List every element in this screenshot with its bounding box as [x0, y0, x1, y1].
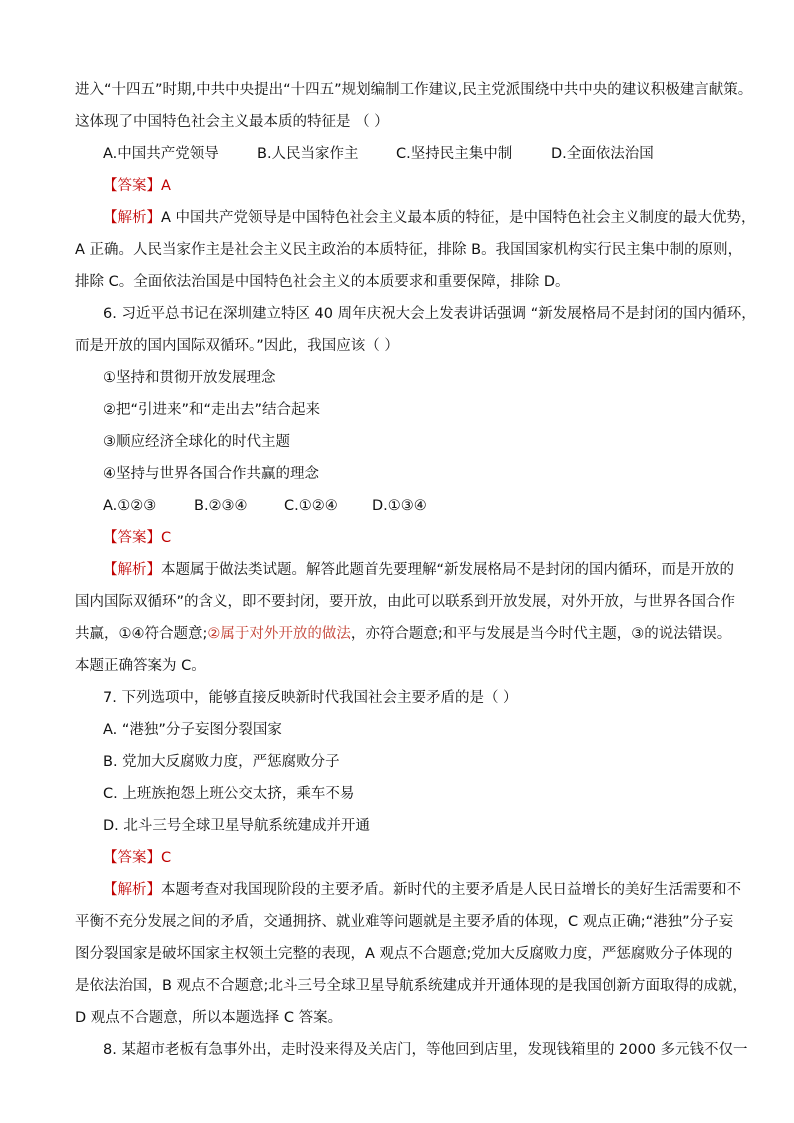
q5-option-b: B.人民当家作主 [257, 146, 359, 162]
analysis-tag: 【解析】 [103, 210, 161, 226]
analysis-text: ，亦符合题意;和平与发展是当今时代主题，③的说法错误。 [350, 626, 732, 642]
q6-option-b: B.②③④ [194, 498, 248, 514]
analysis-text: 共赢，①④符合题意; [75, 626, 208, 642]
q7-option-d: D. 北斗三号全球卫星导航系统建成并开通 [103, 818, 370, 834]
q6-option-a: A.①②③ [103, 498, 157, 514]
q7-analysis-line1 [103, 880, 741, 900]
q7-option-b: B. 党加大反腐败力度，严惩腐败分子 [103, 754, 340, 770]
q5-option-a: A.中国共产党领导 [103, 146, 219, 162]
answer-tag: 【答案】 [103, 530, 161, 546]
q7-answer [103, 848, 171, 868]
q5-option-c: C.坚持民主集中制 [396, 146, 513, 162]
q6-option-c: C.①②④ [284, 498, 338, 514]
q5-answer [103, 176, 171, 196]
q6-analysis-line2: 国内国际双循环”的含义，即不要封闭，要开放，由此可以联系到开放发展，对外开放，与世界各国合作 [75, 594, 736, 610]
q6-item-1: ①坚持和贯彻开放发展理念 [103, 370, 276, 386]
q6-option-d: D.①③④ [372, 498, 427, 514]
q7-option-c: C. 上班族抱怨上班公交太挤，乘车不易 [103, 786, 355, 802]
q5-option-d: D.全面依法治国 [551, 146, 654, 162]
answer-value: C [161, 530, 172, 546]
q6-analysis-line3 [75, 624, 731, 644]
q6-answer [103, 528, 171, 548]
analysis-text: 本题属于做法类试题。解答此题首先要理解“新发展格局不是封闭的国内循环，而是开放的 [161, 562, 735, 578]
answer-tag: 【答案】 [103, 178, 161, 194]
q6-item-2: ②把“引进来”和“走出去”结合起来 [103, 402, 321, 418]
analysis-text: 本题考查对我国现阶段的主要矛盾。新时代的主要矛盾是人民日益增长的美好生活需要和不 [161, 882, 741, 898]
q7-analysis-line2: 平衡不充分发展之间的矛盾，交通拥挤、就业难等问题就是主要矛盾的体现，C 观点正确;“港独”分子妄 [75, 914, 734, 930]
q7-analysis-line5: D 观点不合题意，所以本题选择 C 答案。 [75, 1010, 343, 1026]
q7-analysis-line3: 图分裂国家是破坏国家主权领土完整的表现，A 观点不合题意;党加大反腐败力度，严惩腐败分子体现的 [75, 946, 733, 962]
q5-stem-line2: 这体现了中国特色社会主义最本质的特征是 （ ） [75, 114, 389, 130]
q5-analysis-line1 [103, 208, 756, 228]
q6-stem-line1: 6. 习近平总书记在深圳建立特区 40 周年庆祝大会上发表讲话强调 “新发展格局不是封闭的国内循环， [103, 306, 756, 322]
analysis-tag: 【解析】 [103, 882, 161, 898]
answer-value: C [161, 850, 172, 866]
q5-stem-line1: 进入“十四五”时期,中共中央提出“十四五”规划编制工作建议,民主党派围绕中共中央的建议积极建言献策。 [75, 82, 753, 98]
analysis-tag: 【解析】 [103, 562, 161, 578]
q8-stem-line1: 8. 某超市老板有急事外出，走时没来得及关店门，等他回到店里，发现钱箱里的 2000 多元钱不仅一 [103, 1042, 748, 1058]
q5-analysis-line2: A 正确。人民当家作主是社会主义民主政治的本质特征，排除 B。我国国家机构实行民主集中制的原则， [75, 242, 743, 258]
highlighted-text: ②属于对外开放的做法 [207, 626, 351, 642]
answer-tag: 【答案】 [103, 850, 161, 866]
q5-analysis-line3: 排除 C。全面依法治国是中国特色社会主义的本质要求和重要保障，排除 D。 [75, 274, 570, 290]
q7-stem: 7. 下列选项中，能够直接反映新时代我国社会主要矛盾的是（ ） [103, 690, 518, 706]
q6-analysis-line1 [103, 560, 734, 580]
q6-item-3: ③顺应经济全球化的时代主题 [103, 434, 290, 450]
q6-stem-line2: 而是开放的国内国际双循环。”因此，我国应该（ ） [75, 338, 399, 354]
q6-analysis-line4: 本题正确答案为 C。 [75, 658, 206, 674]
q6-item-4: ④坚持与世界各国合作共赢的理念 [103, 466, 319, 482]
q7-analysis-line4: 是依法治国，B 观点不合题意;北斗三号全球卫星导航系统建成并开通体现的是我国创新方面取得的成就， [75, 978, 747, 994]
q7-option-a: A. “港独”分子妄图分裂国家 [103, 722, 282, 738]
analysis-text: A 中国共产党领导是中国特色社会主义最本质的特征，是中国特色社会主义制度的最大优势， [161, 210, 756, 226]
answer-value: A [161, 178, 171, 194]
